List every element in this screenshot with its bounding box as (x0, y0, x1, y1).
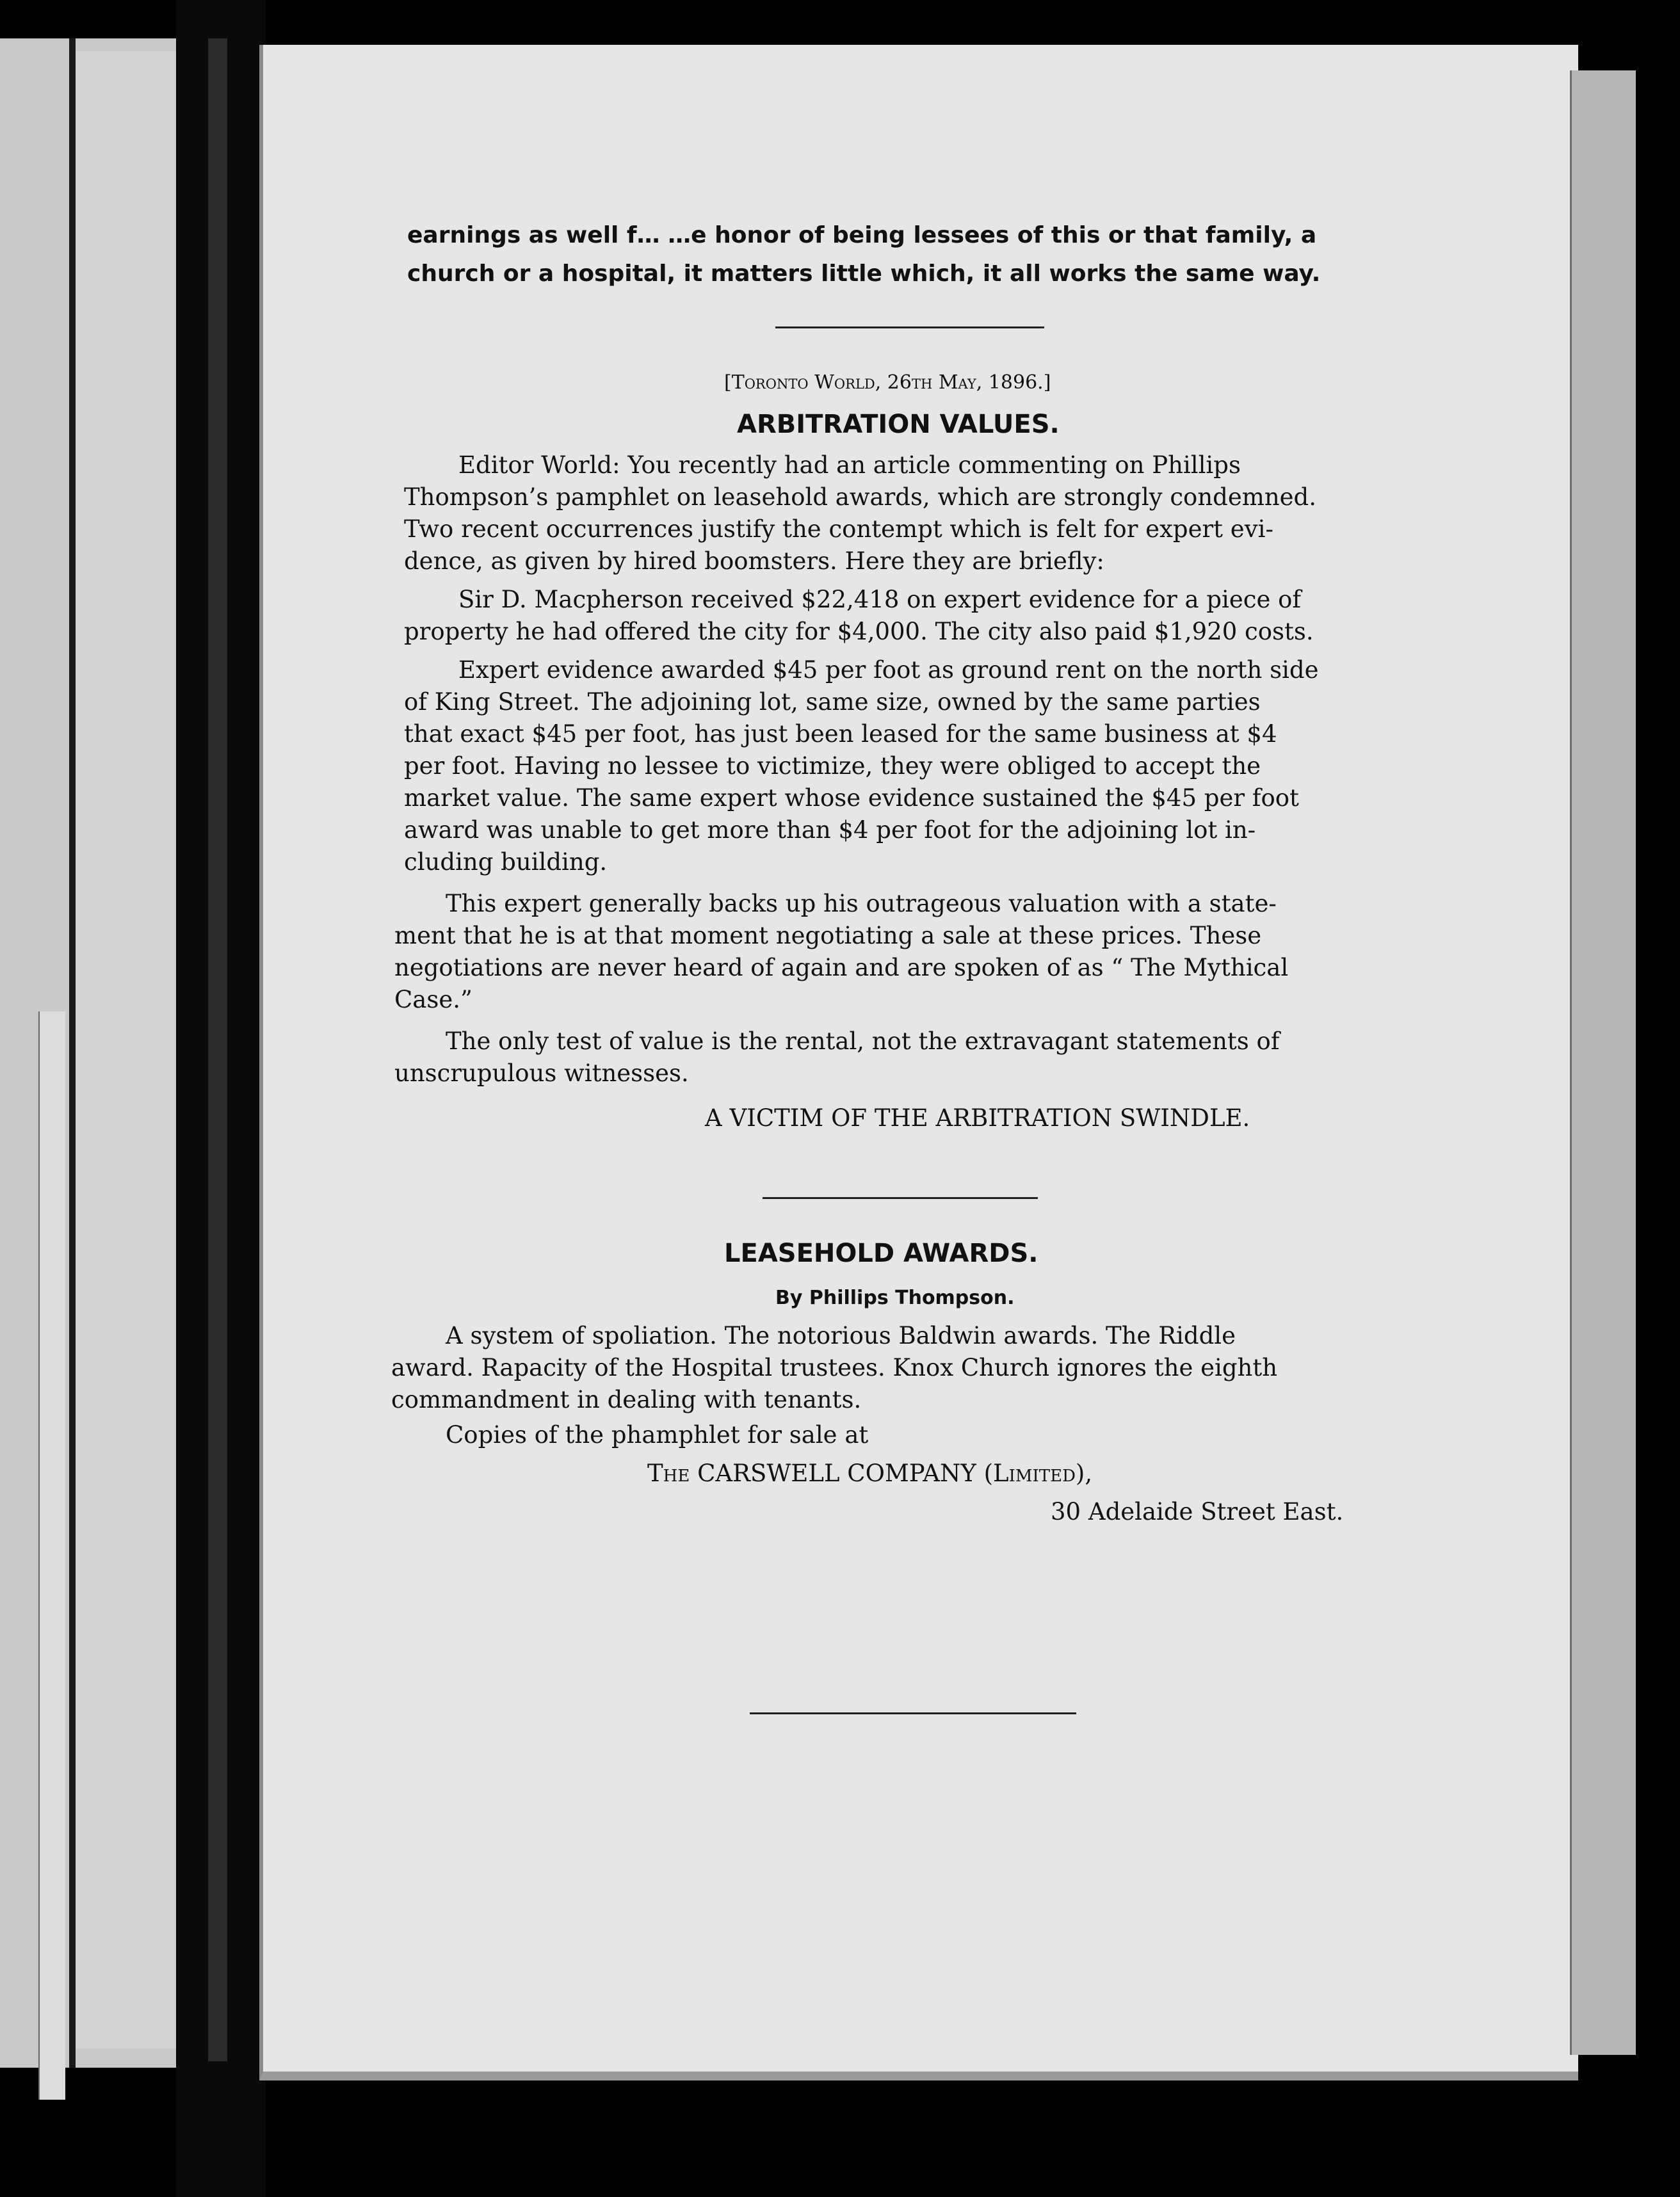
article-line: negotiations are never heard of again and are spoken of as “ The Mythical (394, 954, 1289, 981)
continuation-line-1: earnings as well f… …e honor of being lessees of this or that family, a (407, 222, 1317, 248)
article-line: commandment in dealing with tenants. (391, 1386, 862, 1413)
article-line: property he had offered the city for $4,000. The city also paid $1,920 costs. (404, 618, 1314, 645)
article-line: market value. The same expert whose evidence sustained the $45 per foot (404, 784, 1299, 812)
previous-page-strip (76, 51, 176, 2048)
company-address: 30 Adelaide Street East. (1051, 1498, 1344, 1525)
article-line: This expert generally backs up his outrageous valuation with a state- (446, 890, 1277, 917)
binding-shadow (69, 38, 76, 2068)
page-right-edge (1570, 70, 1636, 2055)
continuation-line-2: church or a hospital, it matters little which, it all works the same way. (407, 261, 1321, 287)
article-title: ARBITRATION VALUES. (737, 410, 1060, 439)
document-page (259, 45, 1578, 2080)
article-line: A system of spoliation. The notorious Baldwin awards. The Riddle (446, 1322, 1236, 1349)
company-name: The CARSWELL COMPANY (Limited), (647, 1460, 1093, 1487)
article-signature: A VICTIM OF THE ARBITRATION SWINDLE. (705, 1104, 1250, 1132)
article-line: ment that he is at that moment negotiating a sale at these prices. These (394, 922, 1262, 949)
article-line: dence, as given by hired boomsters. Here they are briefly: (404, 547, 1104, 575)
article-line: The only test of value is the rental, not the extravagant statements of (446, 1027, 1280, 1055)
article-line: cluding building. (404, 848, 608, 876)
torn-paper-edge (38, 1011, 65, 2100)
article-line: Two recent occurrences justify the contempt which is felt for expert evi- (404, 515, 1273, 543)
article-line: that exact $45 per foot, has just been leased for the same business at $4 (404, 720, 1277, 748)
article-line: award. Rapacity of the Hospital trustees. Knox Church ignores the eighth (391, 1354, 1278, 1381)
article-line: per foot. Having no lessee to victimize, they were obliged to accept the (404, 752, 1261, 780)
article-title: LEASEHOLD AWARDS. (724, 1239, 1038, 1268)
article-line: Editor World: You recently had an article commenting on Phillips (458, 451, 1241, 479)
article-line: Expert evidence awarded $45 per foot as ground rent on the north side (458, 656, 1319, 684)
article-line: Sir D. Macpherson received $22,418 on expert evidence for a piece of (458, 586, 1302, 613)
article-line: Copies of the phamphlet for sale at (446, 1421, 869, 1449)
article-line: Case.” (394, 986, 472, 1013)
article-line: unscrupulous witnesses. (394, 1059, 689, 1087)
article-line: Thompson’s pamphlet on leasehold awards, which are strongly condemned. (404, 483, 1317, 511)
divider-rule (750, 1712, 1076, 1714)
divider-rule (763, 1197, 1038, 1199)
article-line: award was unable to get more than $4 per foot for the adjoining lot in- (404, 816, 1256, 844)
article-source: [Toronto World, 26th May, 1896.] (724, 371, 1051, 394)
previous-page-edge (0, 38, 178, 2068)
gutter-band (208, 38, 227, 2061)
article-line: of King Street. The adjoining lot, same size, owned by the same parties (404, 688, 1261, 716)
article-byline: By Phillips Thompson. (775, 1287, 1015, 1309)
divider-rule (775, 326, 1044, 328)
book-gutter (176, 0, 266, 2197)
